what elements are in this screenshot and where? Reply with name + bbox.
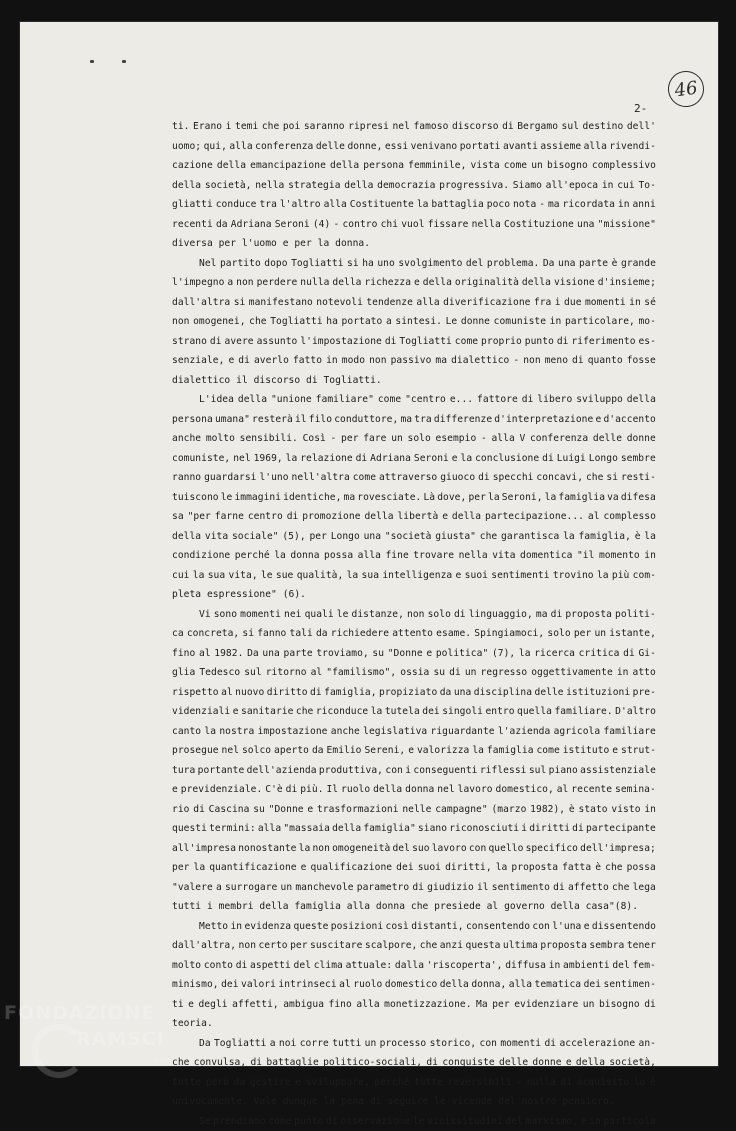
text-line: dialettico il discorso di Togliatti. (172, 371, 656, 391)
text-line: diversa per l'uomo e per la donna. (172, 234, 656, 254)
text-line: ca concreta, si fanno tali da richiedere attento esame. Spingiamoci, solo per un istante, (172, 624, 656, 644)
text-line: cazione della emancipazione della persona femminile, vista come un bisogno complessivo (172, 156, 656, 176)
text-line: recenti da Adriana Seroni (4) - contro chi vuol fissare nella Costituzione una "missione" (172, 215, 656, 235)
fondazione-gramsci-watermark (4, 1000, 194, 1080)
text-line: strano di avere assunto l'impostazione di Togliatti come proprio punto di riferimento es- (172, 332, 656, 352)
text-line: ti e degli affetti, ambigua fino alla monetizzazione. Ma per evidenziare un bisogno di (172, 995, 656, 1015)
watermark-onlus: onlus (154, 1055, 178, 1064)
punch-mark-left (90, 60, 94, 63)
text-line: l'impegno a non perdere nulla della richezza e della originalità della visione d'insieme; (172, 273, 656, 293)
text-line: molto conto di aspetti del clima attuale: dalla 'riscoperta', diffusa in ambienti del fem- (172, 956, 656, 976)
text-line: cui la sua vita, le sue qualità, la sua intelligenza e suoi sentimenti trovino la più com- (172, 566, 656, 586)
text-line: pleta espressione" (6). (172, 585, 656, 605)
text-line: rispetto al nuovo diritto di famiglia, propiziato da una disciplina delle istituzioni pre- (172, 683, 656, 703)
text-line: Da Togliatti a noi corre tutti un processo storico, con momenti di accelerazione an- (172, 1034, 656, 1054)
text-line: univocamente. Vale dunque la pena di seguire le vicende del nostro pensiero. (172, 1092, 656, 1112)
text-line: sa "per farne centro di promozione della libertà e della partecipazione... al complesso (172, 507, 656, 527)
text-line: ranno guardarsi l'uno nell'altra come attraverso giuoco di specchi concavi, che si resti- (172, 468, 656, 488)
text-line: tuiscono le immagini identiche, ma rovesciate. Là dove, per la Seroni, la famiglia va difesa (172, 488, 656, 508)
text-line: che convulsa, di battaglie politico-sociali, di conquiste delle donne e della società, (172, 1053, 656, 1073)
watermark-line1: FONDAZIONE (4, 1002, 155, 1024)
text-line: anche molto sensibili. Così - per fare un solo esempio - alla V conferenza delle donne (172, 429, 656, 449)
handwritten-page-annotation: 46 (666, 69, 707, 110)
text-line: minismo, dei valori intrinseci al ruolo domestico della donna, alla tematica dei sentimen- (172, 975, 656, 995)
text-line: Se prendiamo come punto di osservazione le vicissitudini del marxismo, e in particola (172, 1112, 656, 1131)
text-line: tutti i membri della famiglia alla donna che presiede al governo della casa"(8). (172, 897, 656, 917)
text-line: condizione perché la donna possa alla fine trovare nella vita domentica "il momento in (172, 546, 656, 566)
text-line: glia Tedesco sul ritorno al "familismo", ossia su di un regresso oggettivamente in atto (172, 663, 656, 683)
text-line: ti. Erano i temi che poi saranno ripresi nel famoso discorso di Bergamo sul destino dell' (172, 117, 656, 137)
text-line: della società, nella strategia della democrazia progressiva. Siamo all'epoca in cui To- (172, 176, 656, 196)
text-line: per la quantificazione e qualificazione dei suoi diritti, la proposta fatta è che possa (172, 858, 656, 878)
text-line: comuniste, nel 1969, la relazione di Adriana Seroni e la conclusione di Luigi Longo sembre (172, 449, 656, 469)
text-line: L'idea della "unione familiare" come "centro e... fattore di libero sviluppo della (172, 390, 656, 410)
text-line: persona umana" resterà il filo conduttore, ma tra differenze d'interpretazione e d'accento (172, 410, 656, 430)
text-line: Metto in evidenza queste posizioni così distanti, consentendo con l'una e dissentendo (172, 917, 656, 937)
watermark-line2: RAMSCI (76, 1028, 165, 1050)
text-line: della vita sociale" (5), per Longo una "società giusta" che garantisca la famiglia, è la (172, 527, 656, 547)
text-line: teoria. (172, 1014, 656, 1034)
text-line: all'impresa nonostante la non omogeneità del suo lavoro con quello specifico dell'impresa; (172, 839, 656, 859)
text-line: dall'altra si manifestano notevoli tendenze alla diverificazione fra i due momenti in sé (172, 293, 656, 313)
text-line: rio di Cascina su "Donne e trasformazioni nelle campagne" (marzo 1982), è stato visto in (172, 800, 656, 820)
text-line: prosegue nel solco aperto da Emilio Sereni, e valorizza la famiglia come istituto e strut- (172, 741, 656, 761)
text-line: questi termini: alla "massaia della famiglia" siano riconosciuti i diritti di partecipante (172, 819, 656, 839)
text-line: Vi sono momenti nei quali le distanze, non solo di linguaggio, ma di proposta politi- (172, 605, 656, 625)
text-line: e previdenziale. C'è di più. Il ruolo della donna nel lavoro domestico, al recente semina- (172, 780, 656, 800)
text-line: tura portante dell'azienda produttiva, con i conseguenti riflessi sul piano assistenziale (172, 761, 656, 781)
text-line: canto la nostra impostazione anche legislativa riguardante l'azienda agricola familiare (172, 722, 656, 742)
text-line: senziale, e di averlo fatto in modo non passivo ma dialettico - non meno di quanto fosse (172, 351, 656, 371)
text-line: "valere a surrogare un manchevole parametro di giudizio il sentimento di affetto che lega (172, 878, 656, 898)
text-line: videnziali e sanitarie che riconduce la tutela dei singoli entro quella familiare. D'altro (172, 702, 656, 722)
text-line: Nel partito dopo Togliatti si ha uno svolgimento del problema. Da una parte è grande (172, 254, 656, 274)
text-line: uomo; qui, alla conferenza delle donne, essi venivano portati avanti assieme alla rivendi- (172, 137, 656, 157)
text-line: fino al 1982. Da una parte troviamo, su "Donne e politica" (7), la ricerca critica di Gi- (172, 644, 656, 664)
typewritten-body (172, 117, 656, 1131)
text-line: dall'altra, non certo per suscitare scalpore, che anzi questa ultima proposta sembra tener (172, 936, 656, 956)
text-line: gliatti conduce tra l'altro alla Costituente la battaglia poco nota - ma ricordata in anni (172, 195, 656, 215)
punch-mark-right (122, 60, 126, 63)
text-line: non omogenei, che Togliatti ha portato a sintesi. Le donne comuniste in particolare, mo- (172, 312, 656, 332)
text-line: tutte però da gestire e sviluppare, perché tutte reversibili - nulla di acquisito lo è (172, 1073, 656, 1093)
page-number: 2- (634, 102, 647, 115)
